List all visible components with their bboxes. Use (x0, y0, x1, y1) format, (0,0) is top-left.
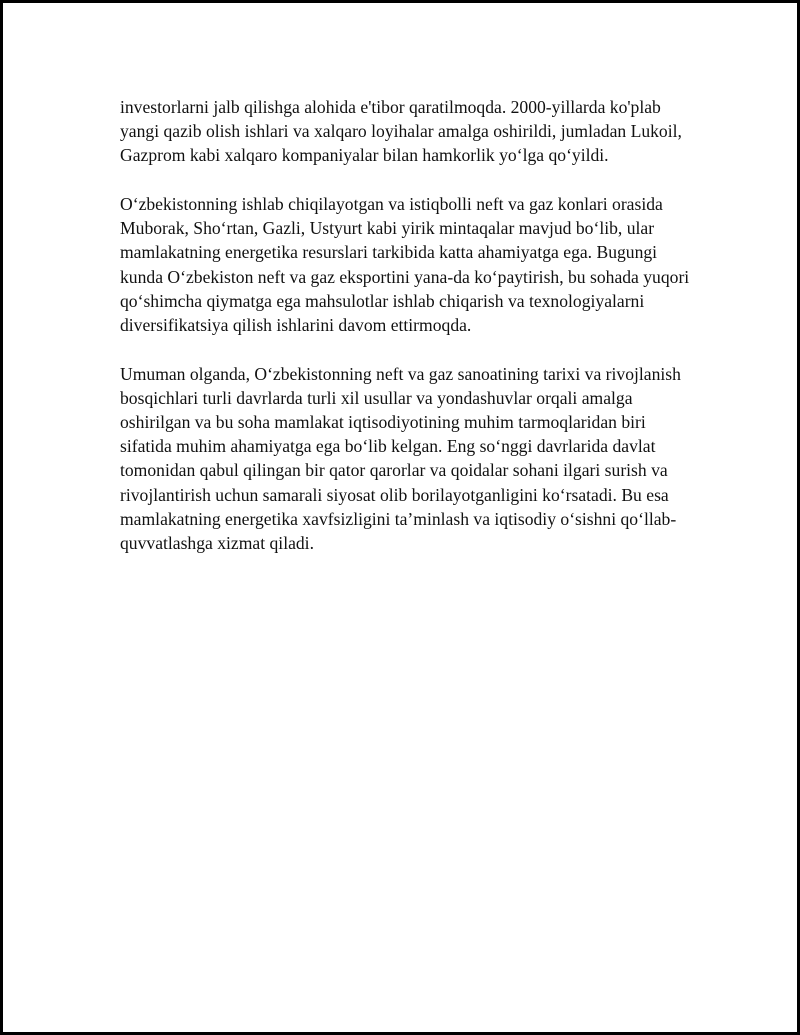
body-text (120, 95, 700, 555)
paragraph-investments: investorlarni jalb qilishga alohida e'tibor qaratilmoqda. 2000-yillarda ko'plab yangi qazib olish ishlari va xalqaro loyihalar amalga oshirildi, jumladan Lukoil, Gazprom kabi xalqaro kompaniyalar bilan hamkorlik yo‘lga qo‘yildi. (120, 97, 682, 166)
paragraph-oil-gas-fields: O‘zbekistonning ishlab chiqilayotgan va istiqbolli neft va gaz konlari orasida Muborak, Sho‘rtan, Gazli, Ustyurt kabi yirik mintaqalar mavjud bo‘lib, ular mamlakatning energetika resurslari tarkibida katta ahamiyatga ega. Bugungi kunda O‘zbekiston neft va gaz eksportini yana-da ko‘paytirish, bu sohada yuqori qo‘shimcha qiymatga ega mahsulotlar ishlab chiqarish va texnologiyalarni diversifikatsiya qilish ishlarini davom ettirmoqda. (120, 194, 690, 336)
paragraph-conclusion: Umuman olganda, O‘zbekistonning neft va gaz sanoatining tarixi va rivojlanish bosqichlari turli davrlarda turli xil usullar va yondashuvlar orqali amalga oshirilgan va bu soha mamlakat iqtisodiyotining muhim tarmoqlaridan biri sifatida muhim ahamiyatga ega bo‘lib kelgan. Eng so‘nggi davrlarida davlat tomonidan qabul qilingan bir qator qarorlar va qoidalar sohani ilgari surish va rivojlantirish uchun samarali siyosat olib borilayotganligini ko‘rsatadi. Bu esa mamlakatning energetika xavfsizligini ta’minlash va iqtisodiy o‘sishni qo‘llab-quvvatlashga xizmat qiladi. (120, 363, 681, 554)
